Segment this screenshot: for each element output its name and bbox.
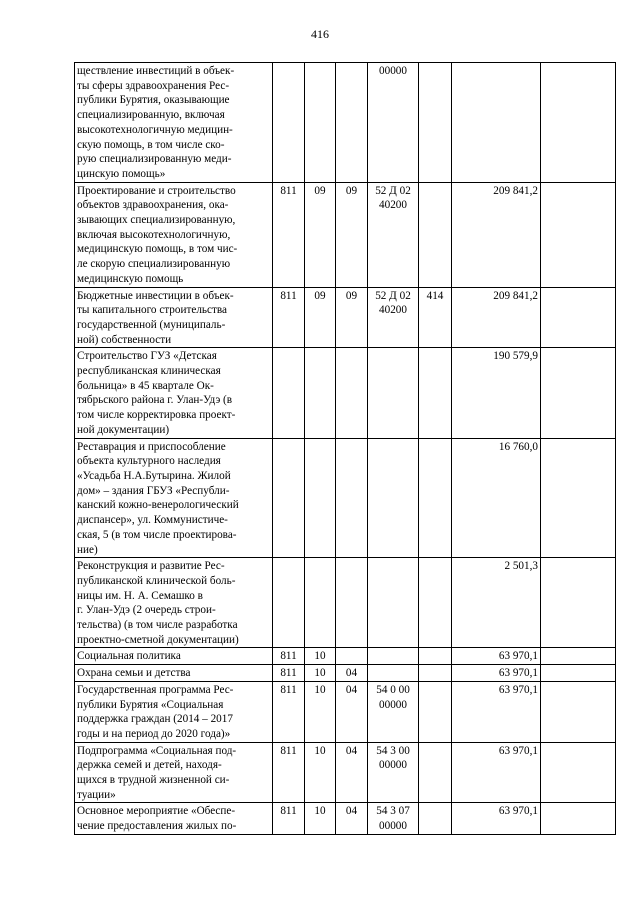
row-description bbox=[75, 803, 273, 834]
row-empty-cell bbox=[541, 558, 616, 648]
row-empty-cell bbox=[541, 438, 616, 558]
row-description-line: ние) bbox=[77, 543, 98, 556]
row-description-line: г. Улан-Удэ (2 очередь строи- bbox=[77, 604, 216, 617]
row-expense-type-code bbox=[419, 742, 452, 803]
row-grbs-code: 811 bbox=[273, 182, 305, 287]
row-target-article-code-line: 52 Д 02 bbox=[375, 184, 411, 197]
row-description-line: рую специализированную меди- bbox=[77, 153, 232, 166]
row-subsection-code: 04 bbox=[336, 803, 368, 834]
row-description-line: объектов здравоохранения, ока- bbox=[77, 199, 229, 212]
row-section-code: 09 bbox=[305, 287, 336, 348]
row-target-article-code bbox=[368, 681, 419, 742]
row-target-article-code bbox=[368, 742, 419, 803]
table-row bbox=[75, 287, 616, 348]
row-target-article-code bbox=[368, 287, 419, 348]
row-target-article-code-line: 00000 bbox=[379, 759, 407, 772]
row-description bbox=[75, 742, 273, 803]
row-target-article-code bbox=[368, 348, 419, 438]
row-target-article-code bbox=[368, 558, 419, 648]
row-expense-type-code bbox=[419, 348, 452, 438]
row-expense-type-code bbox=[419, 681, 452, 742]
table-row bbox=[75, 438, 616, 558]
row-grbs-code bbox=[273, 438, 305, 558]
row-description-line: государственной (муниципаль- bbox=[77, 318, 226, 331]
row-description-line: скую помощь, в том числе ско- bbox=[77, 138, 225, 151]
table-row bbox=[75, 803, 616, 834]
row-subsection-code bbox=[336, 348, 368, 438]
budget-table-body bbox=[75, 63, 616, 835]
row-target-article-code-line: 40200 bbox=[379, 199, 407, 212]
row-description-line: ская, 5 (в том числе проектирова- bbox=[77, 528, 237, 541]
row-target-article-code bbox=[368, 63, 419, 183]
row-description-line: цинскую помощь» bbox=[77, 167, 166, 180]
table-row bbox=[75, 681, 616, 742]
row-description-line: медицинскую помощь, в том чис- bbox=[77, 243, 238, 256]
row-section-code bbox=[305, 63, 336, 183]
row-description-line: поддержка граждан (2014 – 2017 bbox=[77, 713, 233, 726]
row-subsection-code: 09 bbox=[336, 182, 368, 287]
row-description bbox=[75, 182, 273, 287]
row-description-line: высокотехнологичную медицин- bbox=[77, 123, 233, 136]
row-description-line: тельства) (в том числе разработка bbox=[77, 619, 238, 632]
row-empty-cell bbox=[541, 742, 616, 803]
row-target-article-code-line: 00000 bbox=[379, 820, 407, 833]
row-description-line: публики Бурятия, оказывающие bbox=[77, 94, 230, 107]
row-target-article-code-line: 00000 bbox=[379, 698, 407, 711]
row-description-line: зывающих специализированную, bbox=[77, 214, 236, 227]
row-description-line: ле скорую специализированную bbox=[77, 258, 231, 271]
table-row bbox=[75, 63, 616, 183]
row-subsection-code: 04 bbox=[336, 665, 368, 682]
budget-table bbox=[74, 62, 616, 835]
row-amount: 209 841,2 bbox=[452, 287, 541, 348]
row-section-code: 10 bbox=[305, 648, 336, 665]
row-section-code bbox=[305, 438, 336, 558]
row-target-article-code bbox=[368, 182, 419, 287]
row-subsection-code bbox=[336, 438, 368, 558]
row-expense-type-code bbox=[419, 648, 452, 665]
row-section-code: 10 bbox=[305, 681, 336, 742]
row-subsection-code: 09 bbox=[336, 287, 368, 348]
row-empty-cell bbox=[541, 63, 616, 183]
table-row bbox=[75, 665, 616, 682]
row-expense-type-code bbox=[419, 63, 452, 183]
row-amount: 209 841,2 bbox=[452, 182, 541, 287]
row-empty-cell bbox=[541, 287, 616, 348]
row-expense-type-code bbox=[419, 558, 452, 648]
row-target-article-code bbox=[368, 803, 419, 834]
table-row bbox=[75, 348, 616, 438]
row-description bbox=[75, 348, 273, 438]
row-amount: 63 970,1 bbox=[452, 681, 541, 742]
row-description-line: проектно-сметной документации) bbox=[77, 633, 239, 646]
row-description-line: объекта культурного наследия bbox=[77, 455, 221, 468]
row-grbs-code bbox=[273, 348, 305, 438]
row-description-line: чение предоставления жилых по- bbox=[77, 820, 237, 833]
row-description-line: Основное мероприятие «Обеспе- bbox=[77, 805, 236, 818]
row-description-line: ществление инвестиций в объек- bbox=[77, 65, 235, 77]
row-subsection-code bbox=[336, 558, 368, 648]
row-expense-type-code bbox=[419, 438, 452, 558]
row-target-article-code-line: 52 Д 02 bbox=[375, 289, 411, 302]
row-empty-cell bbox=[541, 803, 616, 834]
row-description-line: Охрана семьи и детства bbox=[77, 667, 191, 680]
row-target-article-code-line: 54 3 00 bbox=[376, 744, 410, 757]
row-grbs-code: 811 bbox=[273, 681, 305, 742]
table-row bbox=[75, 648, 616, 665]
row-empty-cell bbox=[541, 648, 616, 665]
row-description bbox=[75, 438, 273, 558]
row-section-code bbox=[305, 558, 336, 648]
row-expense-type-code bbox=[419, 803, 452, 834]
row-amount: 63 970,1 bbox=[452, 803, 541, 834]
row-empty-cell bbox=[541, 182, 616, 287]
row-description-line: Реконструкция и развитие Рес- bbox=[77, 560, 225, 573]
row-description-line: ты сферы здравоохранения Рес- bbox=[77, 79, 230, 92]
row-expense-type-code: 414 bbox=[419, 287, 452, 348]
row-description bbox=[75, 665, 273, 682]
row-amount: 2 501,3 bbox=[452, 558, 541, 648]
row-target-article-code-line: 40200 bbox=[379, 304, 407, 317]
row-target-article-code bbox=[368, 648, 419, 665]
row-description bbox=[75, 63, 273, 183]
row-description bbox=[75, 648, 273, 665]
row-description-line: Бюджетные инвестиции в объек- bbox=[77, 289, 234, 302]
row-description-line: ной документации) bbox=[77, 423, 170, 436]
row-description-line: тябрьского района г. Улан-Удэ (в bbox=[77, 394, 233, 407]
row-empty-cell bbox=[541, 681, 616, 742]
row-description-line: Строительство ГУЗ «Детская bbox=[77, 350, 217, 363]
row-description bbox=[75, 681, 273, 742]
row-description-line: ты капитального строительства bbox=[77, 304, 227, 317]
row-section-code: 10 bbox=[305, 665, 336, 682]
row-description-line: специализированную, включая bbox=[77, 109, 225, 122]
row-amount: 16 760,0 bbox=[452, 438, 541, 558]
row-target-article-code-line: 54 3 07 bbox=[376, 805, 410, 818]
row-grbs-code: 811 bbox=[273, 803, 305, 834]
row-amount: 63 970,1 bbox=[452, 665, 541, 682]
row-subsection-code: 04 bbox=[336, 742, 368, 803]
row-target-article-code bbox=[368, 665, 419, 682]
row-description-line: держка семей и детей, находя- bbox=[77, 759, 222, 772]
row-description-line: включая высокотехнологичную, bbox=[77, 228, 231, 241]
row-description-line: щихся в трудной жизненной си- bbox=[77, 774, 230, 787]
row-description bbox=[75, 287, 273, 348]
row-target-article-code bbox=[368, 438, 419, 558]
row-description-line: медицинскую помощь bbox=[77, 272, 184, 285]
row-section-code: 10 bbox=[305, 742, 336, 803]
row-grbs-code: 811 bbox=[273, 648, 305, 665]
row-description-line: Государственная программа Рес- bbox=[77, 683, 234, 696]
row-description-line: больница» в 45 квартале Ок- bbox=[77, 379, 214, 392]
row-subsection-code bbox=[336, 648, 368, 665]
row-description-line: Реставрация и приспособление bbox=[77, 440, 226, 453]
row-grbs-code: 811 bbox=[273, 742, 305, 803]
row-subsection-code bbox=[336, 63, 368, 183]
row-description-line: Социальная политика bbox=[77, 650, 181, 663]
row-target-article-code-line: 00000 bbox=[379, 65, 407, 77]
row-description bbox=[75, 558, 273, 648]
row-description-line: ницы им. Н. А. Семашко в bbox=[77, 589, 203, 602]
row-description-line: «Усадьба Н.А.Бутырина. Жилой bbox=[77, 469, 231, 482]
row-grbs-code: 811 bbox=[273, 665, 305, 682]
row-expense-type-code bbox=[419, 665, 452, 682]
row-empty-cell bbox=[541, 348, 616, 438]
row-amount: 63 970,1 bbox=[452, 742, 541, 803]
row-amount: 63 970,1 bbox=[452, 648, 541, 665]
row-amount bbox=[452, 63, 541, 183]
row-description-line: диспансер», ул. Коммунистиче- bbox=[77, 514, 228, 527]
row-description-line: дом» – здания ГБУЗ «Республи- bbox=[77, 484, 230, 497]
row-expense-type-code bbox=[419, 182, 452, 287]
row-description-line: том числе корректировка проект- bbox=[77, 409, 236, 422]
row-amount: 190 579,9 bbox=[452, 348, 541, 438]
page-number: 416 bbox=[311, 27, 329, 41]
row-section-code bbox=[305, 348, 336, 438]
row-target-article-code-line: 54 0 00 bbox=[376, 683, 410, 696]
row-grbs-code: 811 bbox=[273, 287, 305, 348]
row-description-line: публики Бурятия «Социальная bbox=[77, 698, 224, 711]
row-section-code: 10 bbox=[305, 803, 336, 834]
row-description-line: Проектирование и строительство bbox=[77, 184, 236, 197]
row-section-code: 09 bbox=[305, 182, 336, 287]
table-row bbox=[75, 182, 616, 287]
row-description-line: республиканская клиническая bbox=[77, 365, 221, 378]
row-description-line: публиканской клинической боль- bbox=[77, 574, 236, 587]
row-subsection-code: 04 bbox=[336, 681, 368, 742]
table-row bbox=[75, 558, 616, 648]
row-description-line: туации» bbox=[77, 788, 116, 801]
row-grbs-code bbox=[273, 558, 305, 648]
row-description-line: ной) собственности bbox=[77, 333, 172, 346]
row-description-line: годы и на период до 2020 года)» bbox=[77, 727, 231, 740]
row-empty-cell bbox=[541, 665, 616, 682]
row-grbs-code bbox=[273, 63, 305, 183]
table-row bbox=[75, 742, 616, 803]
row-description-line: канский кожно-венерологический bbox=[77, 499, 239, 512]
row-description-line: Подпрограмма «Социальная под- bbox=[77, 744, 237, 757]
